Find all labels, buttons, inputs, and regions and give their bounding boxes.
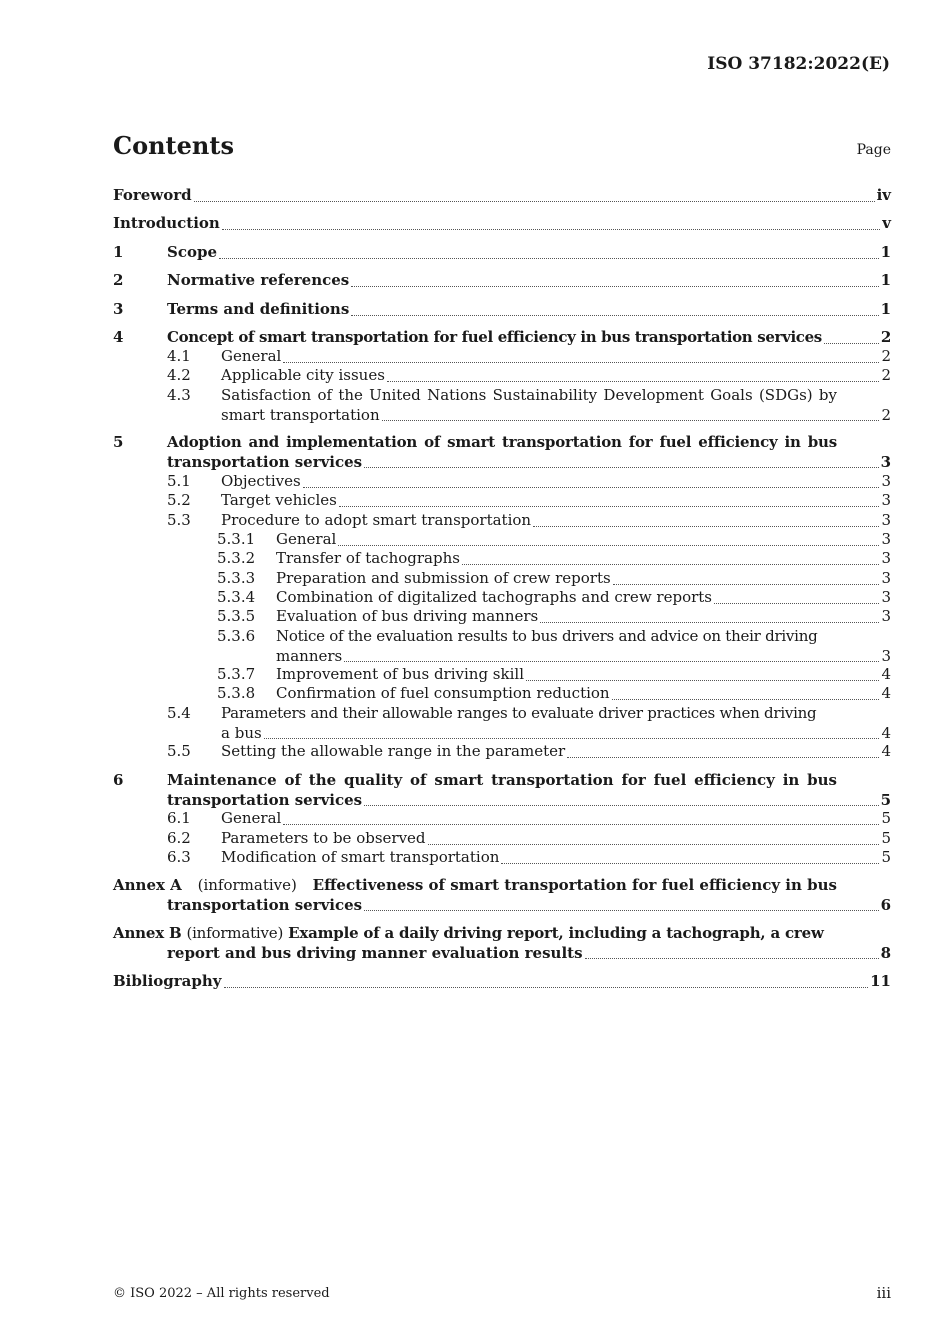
- toc-page: 3: [881, 491, 891, 509]
- toc-title-line-1: Satisfaction of the United Nations Sustainability Development Goals (SDGs) by: [221, 386, 837, 404]
- dot-leader: [540, 622, 879, 623]
- toc-page: 3: [881, 472, 891, 490]
- toc-title: Confirmation of fuel consumption reduction: [276, 684, 610, 702]
- dot-leader: [351, 315, 878, 316]
- toc-number: 4.1: [167, 347, 191, 365]
- toc-number: 5.3.8: [217, 684, 256, 702]
- toc-entry-annex-a[interactable]: [113, 876, 891, 915]
- dot-leader: [283, 362, 879, 363]
- toc-title: Target vehicles: [221, 491, 337, 509]
- toc-entry-5-4[interactable]: [167, 704, 891, 743]
- dot-leader: [387, 381, 880, 382]
- toc-title-line-2: manners: [276, 646, 343, 665]
- toc-number: 5.5: [167, 742, 191, 760]
- toc-number: 1: [113, 243, 124, 261]
- toc-page: v: [882, 214, 891, 232]
- toc-page: 2: [881, 347, 891, 365]
- toc-entry-introduction[interactable]: [113, 214, 891, 234]
- dot-leader: [501, 863, 879, 864]
- dot-leader: [382, 420, 880, 421]
- toc-title: General: [221, 809, 282, 827]
- dot-leader: [344, 661, 879, 662]
- toc-page: iv: [876, 186, 891, 204]
- toc-title: Normative references: [167, 271, 350, 289]
- dot-leader: [339, 506, 880, 507]
- toc-entry-annex-b[interactable]: [113, 924, 891, 963]
- dot-leader: [613, 584, 880, 585]
- toc-number: 4.2: [167, 366, 191, 384]
- annex-title-part-1: Effectiveness of smart transportation for fuel efficiency in bus: [312, 876, 837, 894]
- toc-page: 6: [880, 895, 891, 914]
- toc-page: 2: [881, 405, 891, 424]
- dot-leader: [714, 603, 879, 604]
- toc-page: 5: [881, 809, 891, 827]
- toc-title-line-2: smart transportation: [221, 405, 380, 424]
- toc-entry-bibliography[interactable]: [113, 972, 891, 992]
- toc-entry-section-5[interactable]: [113, 433, 891, 472]
- toc-entry-section-6[interactable]: [113, 771, 891, 810]
- toc-number: 5.3.6: [217, 627, 256, 645]
- dot-leader: [428, 844, 880, 845]
- toc-title: Modification of smart transportation: [221, 848, 500, 866]
- dot-leader: [364, 467, 878, 468]
- toc-page: 3: [881, 530, 891, 548]
- toc-page: 2: [880, 328, 891, 346]
- toc-title: Parameters to be observed: [221, 829, 426, 847]
- toc-entry-section-4[interactable]: [113, 328, 891, 348]
- toc-number: 5.3.5: [217, 607, 256, 625]
- dot-leader: [567, 757, 879, 758]
- toc-number: 5.3.4: [217, 588, 256, 606]
- toc-page: 4: [881, 723, 891, 742]
- toc-number: 5.2: [167, 491, 191, 509]
- toc-title-line-1: [113, 924, 837, 944]
- toc-page: 1: [880, 243, 891, 261]
- toc-entry-5-3-5[interactable]: [217, 607, 891, 627]
- toc-number: 6: [113, 771, 124, 789]
- toc-title: Combination of digitalized tachographs and crew reports: [276, 588, 712, 606]
- toc-page: 4: [881, 684, 891, 702]
- toc-entry-5-3-8[interactable]: [217, 684, 891, 704]
- toc-number: 4: [113, 328, 124, 346]
- toc-number: 5.3.1: [217, 530, 256, 548]
- toc-page: 3: [881, 549, 891, 567]
- toc-title: Scope: [167, 243, 218, 261]
- toc-entry-5-3-2[interactable]: [217, 549, 891, 569]
- toc-page: 3: [881, 588, 891, 606]
- toc-title-line-2: a bus: [221, 723, 262, 742]
- toc-entry-5-3[interactable]: [167, 511, 891, 531]
- dot-leader: [351, 286, 878, 287]
- toc-title: Foreword: [113, 186, 192, 204]
- toc-page: 5: [881, 829, 891, 847]
- toc-entry-6-2[interactable]: [167, 829, 891, 849]
- document-code: ISO 37182:2022(E): [707, 54, 890, 74]
- toc-page: 3: [881, 607, 891, 625]
- toc-page: 4: [881, 742, 891, 760]
- toc-number: 2: [113, 271, 124, 289]
- toc-entry-4-2[interactable]: [167, 366, 891, 386]
- toc-title: Transfer of tachographs: [276, 549, 460, 567]
- toc-number: 4.3: [167, 386, 191, 404]
- toc-title: Improvement of bus driving skill: [276, 665, 524, 683]
- dot-leader: [364, 805, 878, 806]
- toc-page: 3: [880, 452, 891, 471]
- annex-informative-note: (informative): [197, 876, 297, 894]
- toc-title-line-2: transportation services: [167, 790, 363, 809]
- toc-title-line-1: Maintenance of the quality of smart transportation for fuel efficiency in bus: [167, 771, 837, 789]
- toc-page: 11: [870, 972, 891, 990]
- toc-title-line-2: transportation services: [167, 895, 363, 914]
- toc-entry-5-3-1[interactable]: [217, 530, 891, 550]
- toc-number: 5.4: [167, 704, 191, 722]
- page-column-label: Page: [856, 142, 891, 158]
- toc-title: Bibliography: [113, 972, 222, 990]
- dot-leader: [533, 526, 879, 527]
- toc-number: 5: [113, 433, 124, 451]
- toc-title: Introduction: [113, 214, 220, 232]
- toc-page: 1: [880, 300, 891, 318]
- toc-title: Evaluation of bus driving manners: [276, 607, 539, 625]
- dot-leader: [194, 201, 875, 202]
- toc-title: General: [276, 530, 337, 548]
- toc-entry-5-3-6[interactable]: [217, 627, 891, 666]
- toc-title: Applicable city issues: [221, 366, 385, 384]
- toc-entry-5-3-4[interactable]: [217, 588, 891, 608]
- dot-leader: [824, 343, 879, 344]
- annex-label: Annex B: [113, 924, 182, 942]
- toc-entry-4-1[interactable]: [167, 347, 891, 367]
- toc-title: Terms and definitions: [167, 300, 350, 318]
- toc-entry-5-3-3[interactable]: [217, 569, 891, 589]
- toc-number: 3: [113, 300, 124, 318]
- dot-leader: [462, 564, 880, 565]
- toc-number: 5.3.7: [217, 665, 256, 683]
- toc-number: 5.1: [167, 472, 191, 490]
- toc-entry-6-1[interactable]: [167, 809, 891, 829]
- toc-page: 3: [881, 511, 891, 529]
- toc-number: 5.3.3: [217, 569, 256, 587]
- annex-title-part-1: Example of a daily driving report, including a tachograph, a crew: [288, 924, 824, 942]
- dot-leader: [264, 738, 880, 739]
- toc-entry-6-3[interactable]: [167, 848, 891, 868]
- toc-title: Procedure to adopt smart transportation: [221, 511, 532, 529]
- toc-title: Preparation and submission of crew reports: [276, 569, 611, 587]
- dot-leader: [338, 545, 879, 546]
- toc-entry-5-3-7[interactable]: [217, 665, 891, 685]
- toc-page: 1: [880, 271, 891, 289]
- toc-title: General: [221, 347, 282, 365]
- toc-page: 8: [880, 943, 891, 962]
- toc-page: 3: [881, 646, 891, 665]
- annex-informative-note: (informative): [186, 924, 284, 942]
- toc-number: 6.1: [167, 809, 191, 827]
- toc-number: 6.2: [167, 829, 191, 847]
- toc-page: 2: [881, 366, 891, 384]
- dot-leader: [303, 487, 880, 488]
- toc-entry-section-1[interactable]: [113, 243, 891, 263]
- toc-title: Setting the allowable range in the parameter: [221, 742, 566, 760]
- toc-page: 3: [881, 569, 891, 587]
- toc-number: 5.3.2: [217, 549, 256, 567]
- dot-leader: [526, 680, 879, 681]
- toc-title: Concept of smart transportation for fuel efficiency in bus transportation services: [167, 328, 822, 346]
- footer-page-number: iii: [876, 1284, 891, 1302]
- dot-leader: [612, 699, 880, 700]
- toc-page: 5: [881, 848, 891, 866]
- footer-copyright: © ISO 2022 – All rights reserved: [113, 1286, 330, 1301]
- dot-leader: [224, 987, 869, 988]
- toc-entry-5-2[interactable]: [167, 491, 891, 511]
- toc-entry-5-1[interactable]: [167, 472, 891, 492]
- toc-number: 5.3: [167, 511, 191, 529]
- toc-title-line-1: Parameters and their allowable ranges to evaluate driver practices when driving: [221, 704, 817, 722]
- toc-title-line-1: Adoption and implementation of smart transportation for fuel efficiency in bus: [167, 433, 837, 451]
- dot-leader: [364, 910, 878, 911]
- toc-title-line-2: transportation services: [167, 452, 363, 471]
- dot-leader: [283, 824, 879, 825]
- toc-page: 5: [880, 790, 891, 809]
- toc-number: 6.3: [167, 848, 191, 866]
- toc-entry-5-5[interactable]: [167, 742, 891, 762]
- toc-entry-4-3[interactable]: [167, 386, 891, 425]
- toc-title-line-2: report and bus driving manner evaluation results: [167, 943, 583, 962]
- toc-entry-section-3[interactable]: [113, 300, 891, 320]
- toc-title-line-1: [113, 876, 837, 896]
- toc-title: Objectives: [221, 472, 301, 490]
- dot-leader: [222, 229, 880, 230]
- contents-heading: Contents: [113, 131, 234, 160]
- toc-page: 4: [881, 665, 891, 683]
- dot-leader: [585, 958, 879, 959]
- toc-title-line-1: Notice of the evaluation results to bus drivers and advice on their driving: [276, 627, 818, 645]
- dot-leader: [219, 258, 879, 259]
- toc-entry-section-2[interactable]: [113, 271, 891, 291]
- toc-entry-foreword[interactable]: [113, 186, 891, 206]
- annex-label: Annex A: [113, 876, 182, 894]
